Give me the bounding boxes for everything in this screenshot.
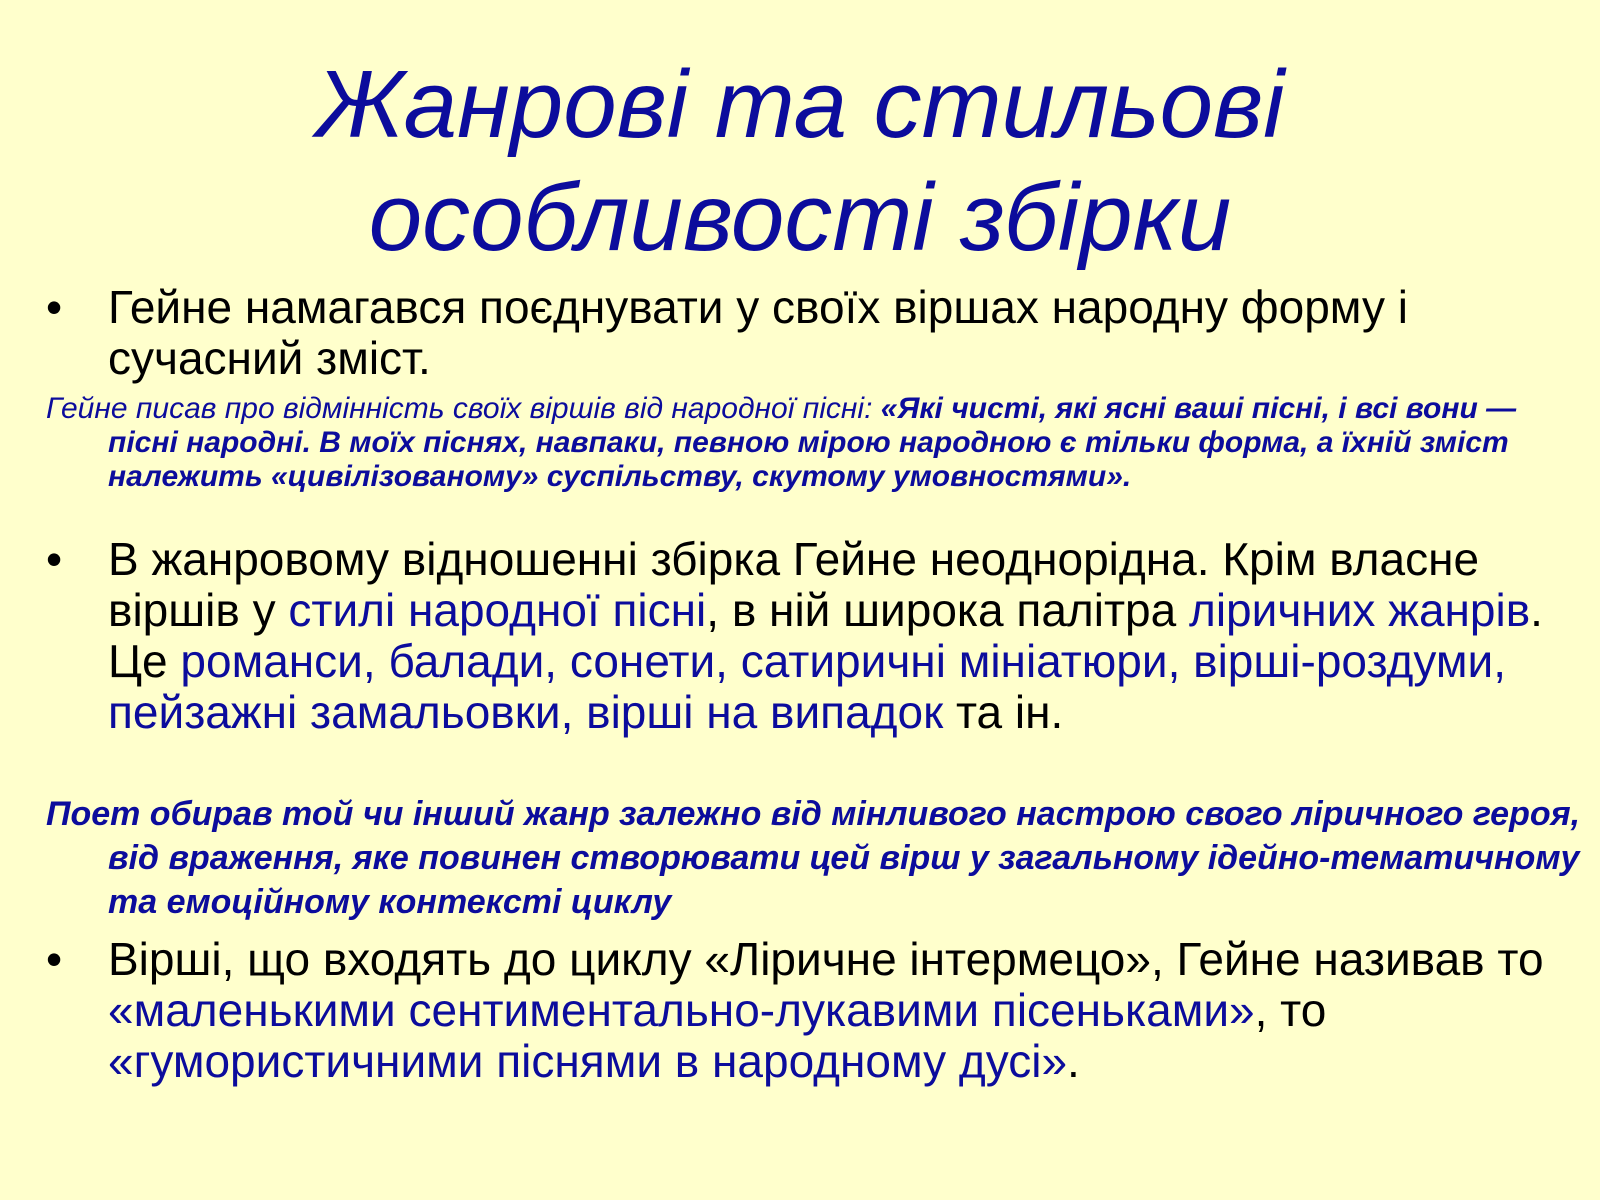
bullet-marker: • — [46, 281, 63, 333]
bullet2-genre-list: романси, балади, сонети, сатиричні мініатюри, вірші-роздуми, пейзажні замальовки, вірші на випадок — [108, 635, 1506, 738]
bullet-text-3 — [108, 934, 1588, 1087]
bullet-text-1: Гейне намагався поєднувати у своїх віршах народну форму і сучасний зміст. — [108, 281, 1408, 384]
bullet-marker: • — [46, 533, 63, 585]
bullet-marker: • — [46, 933, 63, 985]
bullet3-part1: Вірші, що входять до циклу «Ліричне інтермецо», Гейне називав то — [108, 933, 1544, 985]
quote1-quote: «Які чисті, які ясні ваші пісні, і всі вони — пісні народні. В моїх піснях, навпаки, певною мірою народною є тільки форма, а їхній зміст належить «цивілізованому» суспільству, скутому умовностями». — [108, 392, 1517, 493]
bullet3-part5: . — [1067, 1035, 1080, 1087]
quote-paragraph-1 — [46, 392, 1586, 494]
bullet2-part7: та ін. — [943, 686, 1064, 738]
bullet2-part3: , в ній широка палітра — [706, 584, 1189, 636]
slide-title-line2: особливості збірки — [368, 164, 1232, 271]
quote1-intro: Гейне писав про відмінність своїх віршів від народної пісні: — [46, 392, 881, 425]
slide-title — [0, 48, 1600, 274]
slide-title-line1: Жанрові та стильові — [315, 51, 1285, 158]
bullet2-part1: В жанровому відношенні збірка Гейне неоднорідна. Крім власне віршів у — [108, 533, 1480, 636]
bullet3-part3: , то — [1254, 984, 1327, 1036]
bullet-text-2 — [108, 534, 1588, 738]
bullet3-quote-2: «гумористичними піснями в народному дусі» — [108, 1035, 1068, 1087]
quote-paragraph-2: Поет обирав той чи інший жанр залежно від мінливого настрою свого ліричного героя, від враження, яке повинен створювати цей вірш у загальному ідейно-тематичному та емоційному контексті циклу — [46, 795, 1581, 921]
bullet2-lyric-genres: ліричних жанрів — [1188, 584, 1531, 636]
bullet3-quote-1: «маленькими сентиментально-лукавими пісеньками» — [108, 984, 1255, 1036]
bullet2-part5: . Це — [108, 584, 1543, 687]
bullet2-folk-style: стилі народної пісні — [288, 584, 707, 636]
